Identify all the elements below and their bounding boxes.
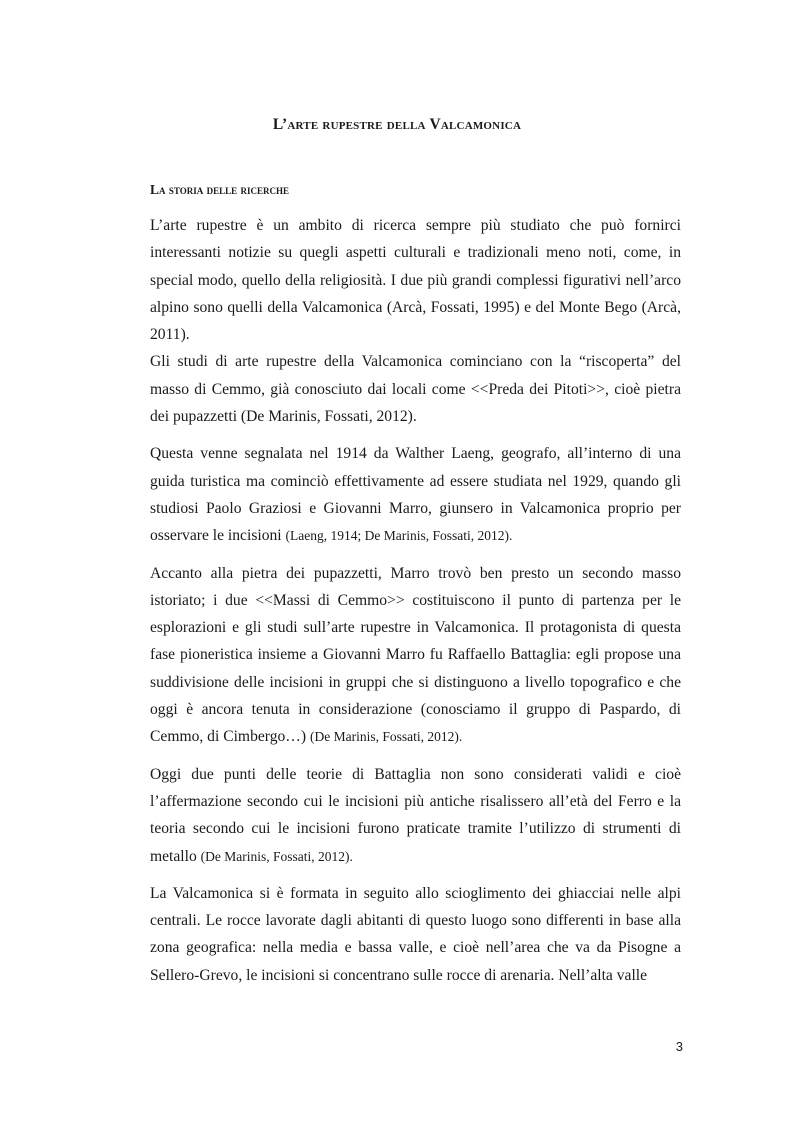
page-title: L’arte rupestre della Valcamonica: [272, 116, 522, 133]
paragraph-text: Oggi due punti delle teorie di Battaglia non sono considerati validi e cioè l’affermazione secondo cui le incisioni più antiche risalissero all’età del Ferro e la teoria secondo cui le incisioni furono praticate tramite l’utilizzo di strumenti di metallo: [150, 765, 681, 865]
paragraph-6: [150, 880, 681, 989]
paragraph-text: La Valcamonica si è formata in seguito allo scioglimento dei ghiacciai nelle alpi centrali. Le rocce lavorate dagli abitanti di questo luogo sono differenti in base alla zona geografica: nella media e bassa valle, e cioè nell’area che va da Pisogne a Sellero-Grevo, le incisioni si concentrano sulle rocce di arenaria. Nell’alta valle: [150, 884, 681, 984]
citation: (De Marinis, Fossati, 2012).: [309, 729, 463, 745]
paragraph-text: Accanto alla pietra dei pupazzetti, Marro trovò ben presto un secondo masso istoriato; i due <<Massi di Cemmo>> costituiscono il punto di partenza per le esplorazioni e gli studi sull’arte rupestre in Valcamonica. Il protagonista di questa fase pioneristica insieme a Giovanni Marro fu Raffaello Battaglia: egli propose una suddivisione delle incisioni in gruppi che si distinguono a livello topografico e che oggi è ancora tenuta in considerazione (conosciamo il gruppo di Paspardo, di Cemmo, di Cimbergo…): [150, 564, 681, 746]
paragraph-5: [150, 761, 681, 870]
paragraph-1: [150, 212, 681, 348]
citation: (Laeng, 1914; De Marinis, Fossati, 2012).: [285, 528, 513, 544]
paragraph-text: L’arte rupestre è un ambito di ricerca sempre più studiato che può fornirci interessanti notizie su quegli aspetti culturali e tradizionali meno noti, come, in special modo, quello della religiosità. I due più grandi complessi figurativi nell’arco alpino sono quelli della Valcamonica (Arcà, Fossati, 1995) e del Monte Bego (Arcà, 2011).: [150, 217, 681, 344]
paragraph-2: [150, 348, 681, 430]
page-number: 3: [675, 1039, 683, 1054]
body-text: [150, 212, 681, 989]
paragraph-text: Gli studi di arte rupestre della Valcamonica cominciano con la “riscoperta” del masso di Cemmo, già conosciuto dai locali come <<Preda dei Pitoti>>, cioè pietra dei pupazzetti (De Marinis, Fossati, 2012).: [150, 353, 681, 426]
citation: (De Marinis, Fossati, 2012).: [200, 848, 353, 864]
paragraph-3: [150, 440, 681, 549]
paragraph-4: [150, 560, 681, 751]
section-heading: La storia delle ricerche: [150, 182, 289, 197]
paragraph-text: Questa venne segnalata nel 1914 da Walther Laeng, geografo, all’interno di una guida turistica ma cominciò effettivamente ad essere studiata nel 1929, quando gli studiosi Paolo Graziosi e Giovanni Marro, giunsero in Valcamonica proprio per osservare le incisioni: [150, 445, 681, 545]
